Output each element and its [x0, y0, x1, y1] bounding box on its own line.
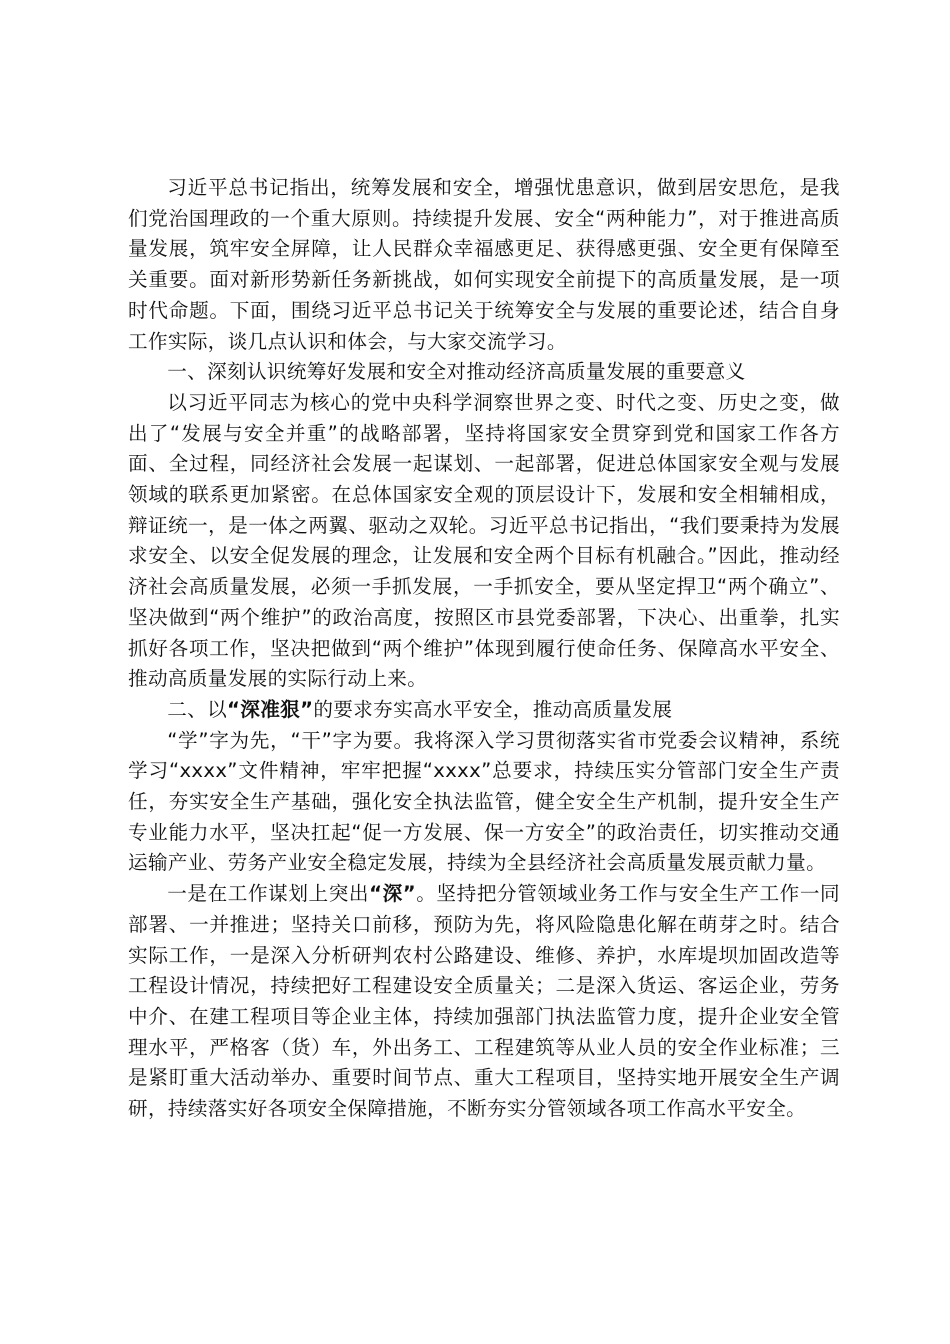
- point-1-suffix: 。坚持把分管领域业务工作与安全生产工作一同部署、一并推进；坚持关口前移，预防为先，将风险隐患化解在萌芽之时。结合实际工作，一是深入分析研判农村公路建设、维修、养护，水库堤坝加固改造等工程设计情况，持续把好工程建设安全质量关；二是深入货运、客运企业，劳务中介、在建工程项目等企业主体，持续加强部门执法监管力度，提升企业安全管理水平，严格客（货）车，外出务工、工程建筑等从业人员的安全作业标准；三是紧盯重大活动举办、重要时间节点、重大工程项目，坚持实地开展安全生产调研，持续落实好各项安全保障措施，不断夯实分管领域各项工作高水平安全。: [128, 882, 840, 1121]
- section-2-paragraph: “学”字为先，“干”字为要。我将深入学习贯彻落实省市党委会议精神，系统学习“xxxx”文件精神，牢牢把握“xxxx”总要求，持续压实分管部门安全生产责任，夯实安全生产基础，强化安全执法监管，健全安全生产机制，提升安全生产专业能力水平，坚决扛起“促一方发展、保一方安全”的政治责任，切实推动交通运输产业、劳务产业安全稳定发展，持续为全县经济社会高质量发展贡献力量。: [128, 728, 840, 875]
- point-1-paragraph: [128, 879, 840, 1125]
- section-1-paragraph: 以习近平同志为核心的党中央科学洞察世界之变、时代之变、历史之变，做出了“发展与安全并重”的战略部署，坚持将国家安全贯穿到党和国家工作各方面、全过程，同经济社会发展一起谋划、一起部署，促进总体国家安全观与发展领域的联系更加紧密。在总体国家安全观的顶层设计下，发展和安全相辅相成，辩证统一，是一体之两翼、驱动之双轮。习近平总书记指出，“我们要秉持为发展求安全、以安全促发展的理念，让发展和安全两个目标有机融合。”因此，推动经济社会高质量发展，必须一手抓发展，一手抓安全，要从坚定捍卫“两个确立”、坚决做到“两个维护”的政治高度，按照区市县党委部署，下决心、出重拳，扎实抓好各项工作，坚决把做到“两个维护”体现到履行使命任务、保障高水平安全、推动高质量发展的实际行动上来。: [128, 390, 840, 691]
- point-1-emphasis: “深”: [369, 882, 416, 906]
- intro-paragraph: 习近平总书记指出，统筹发展和安全，增强忧患意识，做到居安思危，是我们党治国理政的一个重大原则。持续提升发展、安全“两种能力”，对于推进高质量发展，筑牢安全屏障，让人民群众幸福感更足、获得感更强、安全更有保障至关重要。面对新形势新任务新挑战，如何实现安全前提下的高质量发展，是一项时代命题。下面，围绕习近平总书记关于统筹安全与发展的重要论述，结合自身工作实际，谈几点认识和体会，与大家交流学习。: [128, 176, 840, 353]
- heading-2-suffix: 的要求夯实高水平安全，推动高质量发展: [313, 697, 673, 721]
- section-heading-2: [128, 695, 840, 726]
- point-1-prefix: 一是在工作谋划上突出: [167, 882, 370, 906]
- document-body: [128, 173, 840, 1125]
- heading-2-prefix: 二、以: [167, 697, 228, 721]
- section-heading-1: 一、深刻认识统筹好发展和安全对推动经济高质量发展的重要意义: [167, 360, 746, 384]
- heading-2-emphasis: “深准狠”: [227, 697, 314, 721]
